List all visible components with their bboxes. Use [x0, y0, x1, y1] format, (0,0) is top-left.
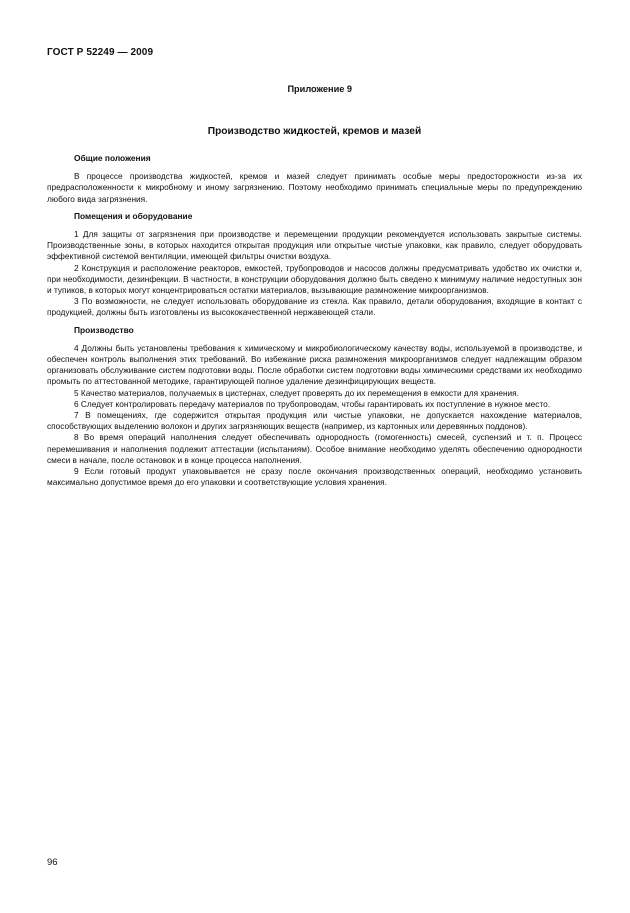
paragraph: 6 Следует контролировать передачу материалов по трубопроводам, чтобы гарантировать их поступление в нужное место.: [74, 398, 551, 409]
standard-code-header: ГОСТ Р 52249 — 2009: [47, 47, 154, 58]
paragraph: В процессе производства жидкостей, кремов и мазей следует принимать особые меры предосторожности из-за их предрасположенности к микробному и иному загрязнению. Поэтому необходимо принимать специальные меры по предупреждению любого вида загрязнения.: [47, 171, 582, 204]
section-heading-production: Производство: [74, 324, 134, 335]
paragraph: 8 Во время операций наполнения следует обеспечивать однородность (гомогенность) смесей, суспензий и т. п. Процесс перемешивания и наполнения подлежит аттестации (испытаниям). Особое внимание необходимо уделять обеспечению однородности смеси в начале, после остановок и в конце процесса наполнения.: [47, 432, 582, 465]
paragraph: 9 Если готовый продукт упаковывается не сразу после окончания производственных операций, необходимо установить максимально допустимое время до его упаковки и соответствующие условия хранения.: [47, 466, 582, 488]
paragraph: 5 Качество материалов, получаемых в цистернах, следует проверять до их перемещения в емкости для хранения.: [74, 387, 519, 398]
paragraph: 1 Для защиты от загрязнения при производстве и перемещении продукции рекомендуется использовать закрытые системы. Производственные зоны, в которых находится открытая продукция или открытые чистые упаковки, как правило, следует оборудовать эффективной системой вентиляции, имеющей фильтры очистки воздуха.: [47, 229, 582, 262]
section-heading-general: Общие положения: [74, 153, 151, 163]
paragraph: 3 По возможности, не следует использовать оборудование из стекла. Как правило, детали оборудования, входящие в контакт с продукцией, должны быть изготовлены из высококачественной нержавеющей стали.: [47, 296, 582, 318]
appendix-label: Приложение 9: [287, 84, 352, 94]
document-body: [47, 153, 582, 488]
paragraph: 4 Должны быть установлены требования к химическому и микробиологическому качеству воды, используемой в производстве, и обеспечен контроль выполнения этих требований. Во избежание риска размножения микроорганизмов следует надлежащим образом организовать обслуживание систем подготовки воды. После обработки систем подготовки воды химическими средствами их необходимо промыть по аттестованной методике, гарантирующей полное удаление дезинфицирующих веществ.: [47, 342, 582, 387]
paragraph: 2 Конструкция и расположение реакторов, емкостей, трубопроводов и насосов должны предусматривать удобство их очистки и, при необходимости, дезинфекции. В частности, в конструкции оборудования должно быть сведено к минимуму наличие недоступных зон и тупиков, в которых могут концентрироваться остатки материалов, вызывающие размножение микроорганизмов.: [47, 262, 582, 296]
document-title: Производство жидкостей, кремов и мазей: [207, 126, 422, 137]
paragraph: 7 В помещениях, где содержится открытая продукция или чистые упаковки, не допускается нахождение материалов, способствующих выделению волокон и других загрязняющих веществ (например, из картонных или деревянных поддонов).: [47, 410, 582, 432]
page-number: 96: [47, 857, 58, 868]
section-heading-premises: Помещения и оборудование: [74, 210, 193, 221]
